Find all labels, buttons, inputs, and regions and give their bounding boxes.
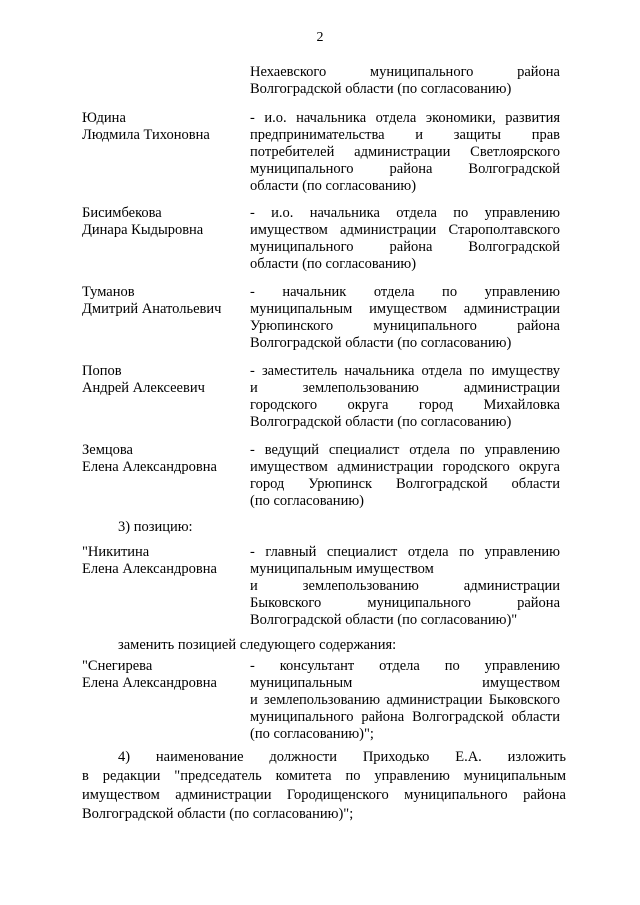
member-position	[250, 363, 560, 431]
position-line: - начальник отдела по управлению	[250, 284, 560, 300]
member-position	[250, 205, 560, 273]
old-member-position	[250, 544, 560, 629]
position-line: (по согласованию)";	[250, 726, 374, 742]
position-line: и землепользованию администрации	[250, 380, 560, 396]
member-surname: "Никитина	[82, 544, 150, 560]
member-given-name: Дмитрий Анатольевич	[82, 301, 222, 317]
paragraph-line: Волгоградской области (по согласованию)";	[82, 806, 354, 822]
member-surname: Бисимбекова	[82, 205, 162, 221]
member-surname: "Снегирева	[82, 658, 153, 674]
position-line: муниципального района Волгоградской	[250, 161, 560, 177]
member-given-name: Елена Александровна	[82, 675, 217, 691]
position-line: имуществом администрации городского округа	[250, 459, 560, 475]
position-line: городского округа город Михайловка	[250, 397, 560, 413]
position-line: Волгоградской области (по согласованию)	[250, 335, 512, 351]
member-position	[250, 284, 560, 352]
position-line: Волгоградской области (по согласованию)"	[250, 612, 518, 628]
page-number: 2	[316, 30, 324, 45]
paragraph-line: 4) наименование должности Приходько Е.А. изложить	[118, 749, 566, 765]
position-line: муниципальным имуществом администрации	[250, 301, 560, 317]
position-line: - и.о. начальника отдела по управлению	[250, 205, 560, 221]
position-line: предпринимательства и защиты прав	[250, 127, 560, 143]
position-line: муниципальным имуществом	[250, 561, 434, 577]
section-3-heading: 3) позицию:	[118, 519, 193, 535]
continuation-line: Волгоградской области (по согласованию)	[250, 81, 512, 97]
old-member-name	[82, 544, 217, 578]
position-line: - заместитель начальника отдела по имуществу	[250, 363, 560, 379]
member-surname: Попов	[82, 363, 122, 379]
position-line: имуществом администрации Старополтавского	[250, 222, 560, 238]
new-member-position	[250, 658, 560, 743]
position-line: - консультант отдела по управлению	[250, 658, 560, 674]
member-given-name: Динара Кыдыровна	[82, 222, 204, 238]
position-line: Волгоградской области (по согласованию)	[250, 414, 512, 430]
member-surname: Туманов	[82, 284, 135, 300]
member-given-name: Елена Александровна	[82, 459, 217, 475]
position-line: город Урюпинск Волгоградской области	[250, 476, 560, 492]
paragraph-line: в редакции "председатель комитета по управлению муниципальным	[82, 768, 566, 784]
member-name	[82, 284, 221, 318]
member-name	[82, 110, 210, 144]
member-name	[82, 442, 217, 476]
member-position	[250, 110, 560, 195]
position-line: и землепользованию администрации	[250, 578, 560, 594]
position-line: Урюпинского муниципального района	[250, 318, 560, 334]
position-line: муниципального района Волгоградской	[250, 239, 560, 255]
position-line: области (по согласованию)	[250, 256, 417, 272]
member-given-name: Елена Александровна	[82, 561, 217, 577]
member-position	[250, 442, 560, 510]
member-name	[82, 363, 205, 397]
position-line: потребителей администрации Светлоярского	[250, 144, 560, 160]
position-line: области (по согласованию)	[250, 178, 417, 194]
member-given-name: Андрей Алексеевич	[82, 380, 205, 396]
position-line: - ведущий специалист отдела по управлению	[250, 442, 560, 458]
member-given-name: Людмила Тихоновна	[82, 127, 210, 143]
member-surname: Земцова	[82, 442, 133, 458]
section-4-paragraph	[82, 748, 566, 824]
new-member-name	[82, 658, 217, 692]
position-line: муниципальным имуществом	[250, 675, 560, 691]
continuation-line: Нехаевского муниципального района	[250, 64, 560, 80]
replace-instruction: заменить позицией следующего содержания:	[118, 637, 397, 653]
position-line: - и.о. начальника отдела экономики, развития	[250, 110, 560, 126]
position-line: и землепользованию администрации Быковского	[250, 692, 560, 708]
position-line: - главный специалист отдела по управлению	[250, 544, 560, 560]
position-line: (по согласованию)	[250, 493, 364, 509]
continuation-text	[250, 64, 560, 98]
paragraph-line: имуществом администрации Городищенского муниципального района	[82, 787, 566, 803]
member-name	[82, 205, 203, 239]
position-line: Быковского муниципального района	[250, 595, 560, 611]
position-line: муниципального района Волгоградской области	[250, 709, 560, 725]
member-surname: Юдина	[82, 110, 126, 126]
